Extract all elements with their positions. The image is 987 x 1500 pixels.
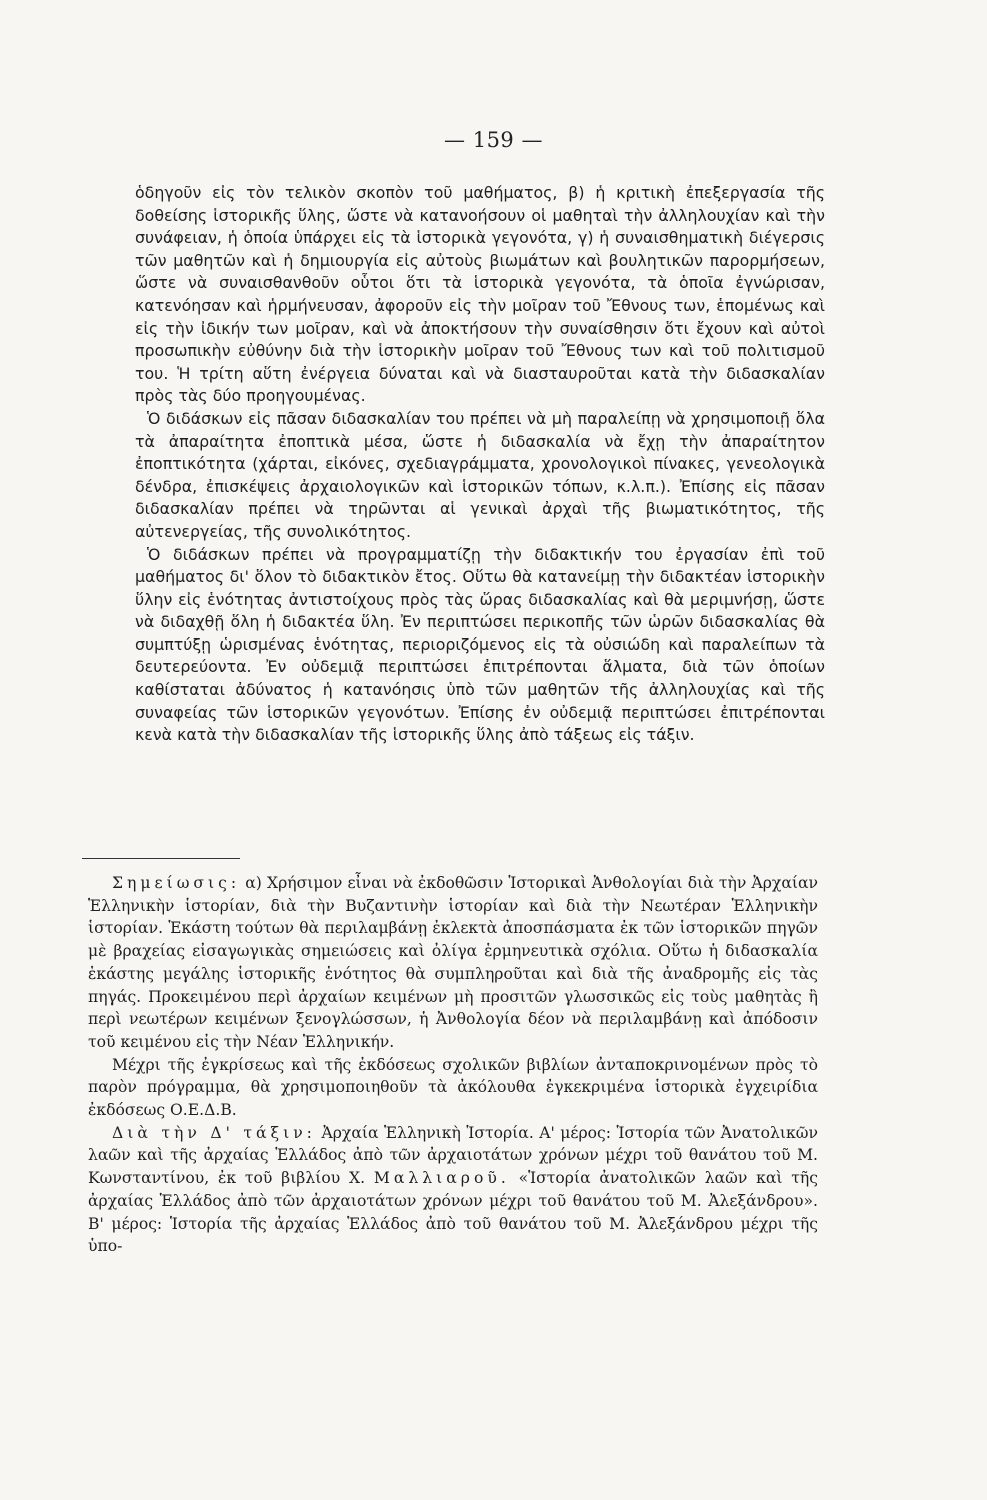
note-1-text: α) Χρήσιμον εἶναι νὰ ἐκδοθῶσιν Ἱστορικαὶ Ἀνθολογίαι διὰ τὴν Ἀρχαίαν Ἑλληνικὴν ἱστορίαν, διὰ τὴν Βυζαντινὴν ἱστορίαν καὶ διὰ τὴν Νεωτέραν Ἑλληνικὴν ἱστορίαν. Ἑκάστη τούτων θὰ περιλαμβάνῃ ἐκλεκτὰ ἀποσπάσματα ἐκ τῶν ἱστορικῶν πηγῶν μὲ βραχείας εἰσαγωγικὰς σημειώσεις καὶ ὀλίγα ἑρμηνευτικὰ σχόλια. Οὕτω ἡ διδασκαλία ἑκάστης μεγάλης ἱστορικῆς ἑνότητος θὰ συμπληροῦται καὶ διὰ τῆς ἀναδρομῆς εἰς τὰς πηγάς. Προκειμένου περὶ ἀρχαίων κειμένων μὴ προσιτῶν γλωσσικῶς εἰς τοὺς μαθητὰς ἢ περὶ νεωτέρων κειμένων ξενογλώσσων, ἡ Ἀνθολογία δέον νὰ περιλαμβάνῃ καὶ ἀπόδοσιν τοῦ κειμένου εἰς τὴν Νέαν Ἑλληνικήν. <box>88 874 818 1051</box>
paragraph-2: Ὁ διδάσκων εἰς πᾶσαν διδασκαλίαν του πρέπει νὰ μὴ παραλείπῃ νὰ χρησιμοποιῇ ὅλα τὰ ἀπαραίτητα ἐποπτικὰ μέσα, ὥστε ἡ διδασκαλία νὰ ἔχῃ τὴν ἀπαραίτητον ἐποπτικότητα (χάρται, εἰκόνες, σχεδιαγράμματα, χρονολογικοὶ πίνακες, γενεολογικὰ δένδρα, ἐπισκέψεις ἀρχαιολογικῶν καὶ ἱστορικῶν τόπων, κ.λ.π.). Ἐπίσης εἰς πᾶσαν διδασκαλίαν πρέπει νὰ τηρῶνται αἱ γενικαὶ ἀρχαὶ τῆς βιωματικότητος, τῆς αὐτενεργείας, τῆς συνολικότητος. <box>135 408 825 541</box>
note-3-author: Μαλλιαροῦ. <box>373 1169 510 1188</box>
note-3 <box>88 1122 818 1258</box>
note-2: Μέχρι τῆς ἐγκρίσεως καὶ τῆς ἐκδόσεως σχολικῶν βιβλίων ἀνταποκρινομένων πρὸς τὸ παρὸν πρόγραμμα, θὰ χρησιμοποιηθοῦν τὰ ἀκόλουθα ἐγκεκριμένα ἱστορικὰ ἐγχειρίδια ἐκδόσεως Ο.Ε.Δ.Β. <box>88 1055 818 1120</box>
note-1-label: Σημείωσις: <box>112 874 241 892</box>
paragraph-3: Ὁ διδάσκων πρέπει νὰ προγραμματίζῃ τὴν διδακτικήν του ἐργασίαν ἐπὶ τοῦ μαθήματος δι' ὅλον τὸ διδακτικὸν ἔτος. Οὕτω θὰ κατανείμῃ τὴν διδακτέαν ἱστορικὴν ὕλην εἰς ἑνότητας ἀντιστοίχους πρὸς τὰς ὥρας διδασκαλίας καὶ θὰ μεριμνήσῃ, ὥστε νὰ διδαχθῇ ὅλη ἡ διδακτέα ὕλη. Ἐν περιπτώσει περικοπῆς τῶν ὡρῶν διδασκαλίας θὰ συμπτύξῃ ὡρισμένας ἑνότητας, περιοριζόμενος εἰς τὰ οὐσιώδη καὶ παραλείπων τὰ δευτερεύοντα. Ἐν οὐδεμιᾷ περιπτώσει ἐπιτρέπονται ἅλματα, διὰ τῶν ὁποίων καθίσταται ἀδύνατος ἡ κατανόησις ὑπὸ τῶν μαθητῶν τῆς ἀλληλουχίας καὶ τῆς συναφείας τῶν ἱστορικῶν γεγονότων. Ἐπίσης ἐν οὐδεμιᾷ περιπτώσει ἐπιτρέπονται κενὰ κατὰ τὴν διδασκαλίαν τῆς ἱστορικῆς ὕλης ἀπὸ τάξεως εἰς τάξιν. <box>135 544 825 745</box>
note-1 <box>88 872 818 1054</box>
note-3-label: Διὰ τὴν Δ' τάξιν: <box>112 1123 316 1142</box>
note-3-text-a: Ἀρχαία Ἑλληνικὴ Ἱστορία. Α' μέρος: Ἱστορία τῶν Ἀνατολικῶν λαῶν καὶ τῆς ἀρχαίας Ἑλλάδος ἀπὸ τῶν ἀρχαιοτάτων χρόνων μέχρι τοῦ θανάτου τοῦ Μ. Κωνσταντίνου, ἐκ τοῦ βιβλίου Χ. <box>88 1123 818 1188</box>
footnote-divider <box>82 858 240 859</box>
main-text <box>135 182 825 747</box>
page-number: — 159 — <box>444 128 543 152</box>
note-3-text-b: «Ἱστορία ἀνατολικῶν λαῶν καὶ τῆς ἀρχαίας Ἑλλάδος ἀπὸ τῶν ἀρχαιοτάτων χρόνων μέχρι τοῦ θανάτου τοῦ Μ. Ἀλεξάνδρου». Β' μέρος: Ἱστορία τῆς ἀρχαίας Ἑλλάδος ἀπὸ τοῦ θανάτου τοῦ Μ. Ἀλεξάνδρου μέχρι τῆς ὑπο- <box>88 1169 818 1256</box>
notes-section <box>88 872 818 1258</box>
paragraph-1: ὁδηγοῦν εἰς τὸν τελικὸν σκοπὸν τοῦ μαθήματος, β) ἡ κριτικὴ ἐπεξεργασία τῆς δοθείσης ἱστορικῆς ὕλης, ὥστε νὰ κατανοήσουν οἱ μαθηταὶ τὴν ἀλληλουχίαν καὶ τὴν συνάφειαν, ἡ ὁποία ὑπάρχει εἰς τὰ ἱστορικὰ γεγονότα, γ) ἡ συναισθηματικὴ διέγερσις τῶν μαθητῶν καὶ ἡ δημιουργία εἰς αὐτοὺς βιωμάτων καὶ βουλητικῶν παρορμήσεων, ὥστε νὰ συναισθανθοῦν οὗτοι ὅτι τὰ ἱστορικὰ γεγονότα, τὰ ὁποῖα ἐγνώρισαν, κατενόησαν καὶ ἡρμήνευσαν, ἀφοροῦν εἰς τὴν μοῖραν τοῦ Ἔθνους των, ἑπομένως καὶ εἰς τὴν ἰδικήν των μοῖραν, καὶ νὰ ἀποκτήσουν τὴν συναίσθησιν ὅτι ἔχουν καὶ αὐτοὶ προσωπικὴν εὐθύνην διὰ τὴν ἱστορικὴν μοῖραν τοῦ Ἔθνους των καὶ τοῦ πολιτισμοῦ του. Ἡ τρίτη αὕτη ἐνέργεια δύναται καὶ νὰ διασταυροῦται κατὰ τὴν διδασκαλίαν πρὸς τὰς δύο προηγουμένας. <box>135 183 825 406</box>
